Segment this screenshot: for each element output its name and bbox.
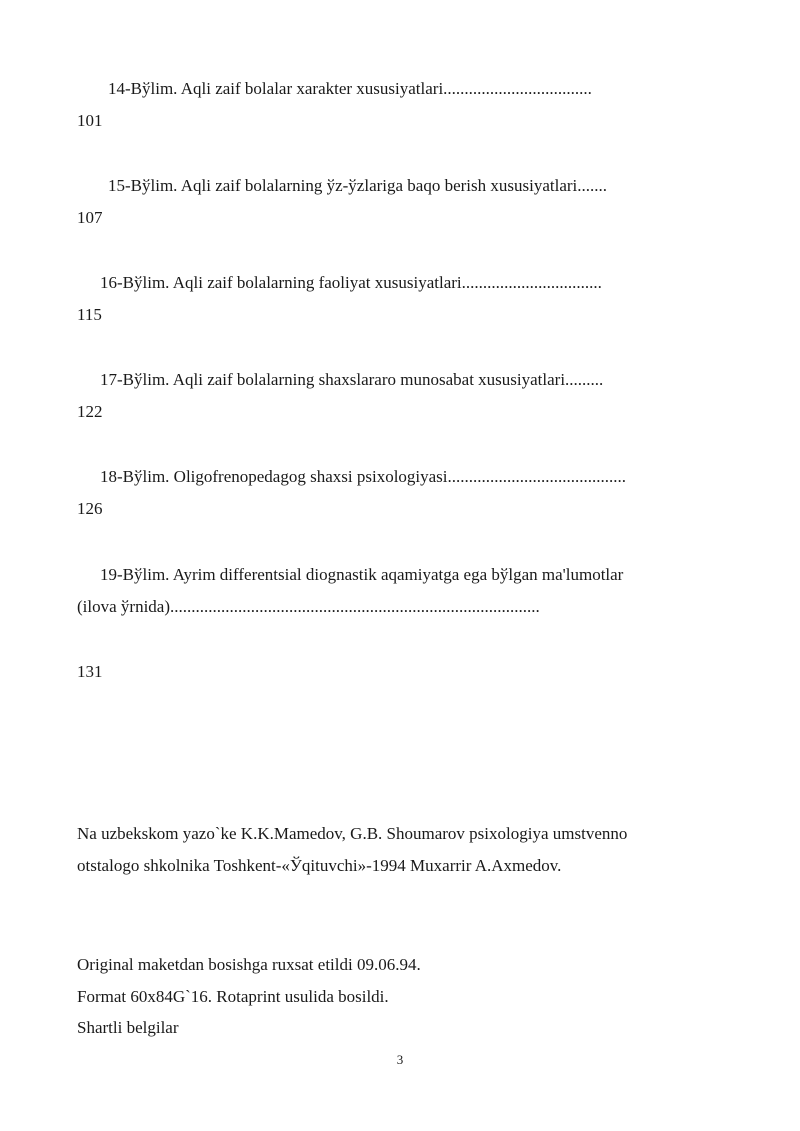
imprint-line-3: Original maketdan bosishga ruxsat etildi 09.06.94. [77, 955, 421, 974]
toc-entry-14-page: 101 [77, 111, 103, 130]
toc-entry-17-page: 122 [77, 402, 103, 421]
imprint-line-5: Shartli belgilar [77, 1018, 179, 1037]
toc-entry-15-page: 107 [77, 208, 103, 227]
imprint-line-4: Format 60x84G`16. Rotaprint usulida bosildi. [77, 987, 389, 1006]
imprint-line-1: Na uzbekskom yazo`ke K.K.Mamedov, G.B. Shoumarov psixologiya umstvenno [77, 824, 628, 843]
toc-entry-18-title: 18-Bўlim. Oligofrenopedagog shaxsi psixologiyasi.......................................... [100, 467, 627, 486]
toc-entry-18-page: 126 [77, 499, 103, 518]
toc-entry-17-title: 17-Bўlim. Aqli zaif bolalarning shaxslararo munosabat xususiyatlari......... [100, 370, 604, 389]
toc-entry-16-page: 115 [77, 305, 102, 324]
toc-entry-19-title: 19-Bўlim. Ayrim differentsial diognastik aqamiyatga ega bўlgan ma'lumotlar [100, 565, 624, 584]
toc-entry-19-title-cont: (ilova ўrnida)....................................................................................... [77, 597, 540, 616]
toc-entry-15-title: 15-Bўlim. Aqli zaif bolalarning ўz-ўzlariga baqo berish xususiyatlari....... [108, 176, 608, 195]
toc-entry-16-title: 16-Bўlim. Aqli zaif bolalarning faoliyat xususiyatlari................................. [100, 273, 602, 292]
toc-entry-19-page: 131 [77, 662, 103, 681]
imprint-line-2: otstalogo shkolnika Toshkent-«Ўqituvchi»-1994 Muxarrir A.Axmedov. [77, 856, 562, 875]
page-number: 3 [396, 1052, 404, 1067]
toc-entry-14-title: 14-Bўlim. Aqli zaif bolalar xarakter xususiyatlari................................... [108, 79, 592, 98]
